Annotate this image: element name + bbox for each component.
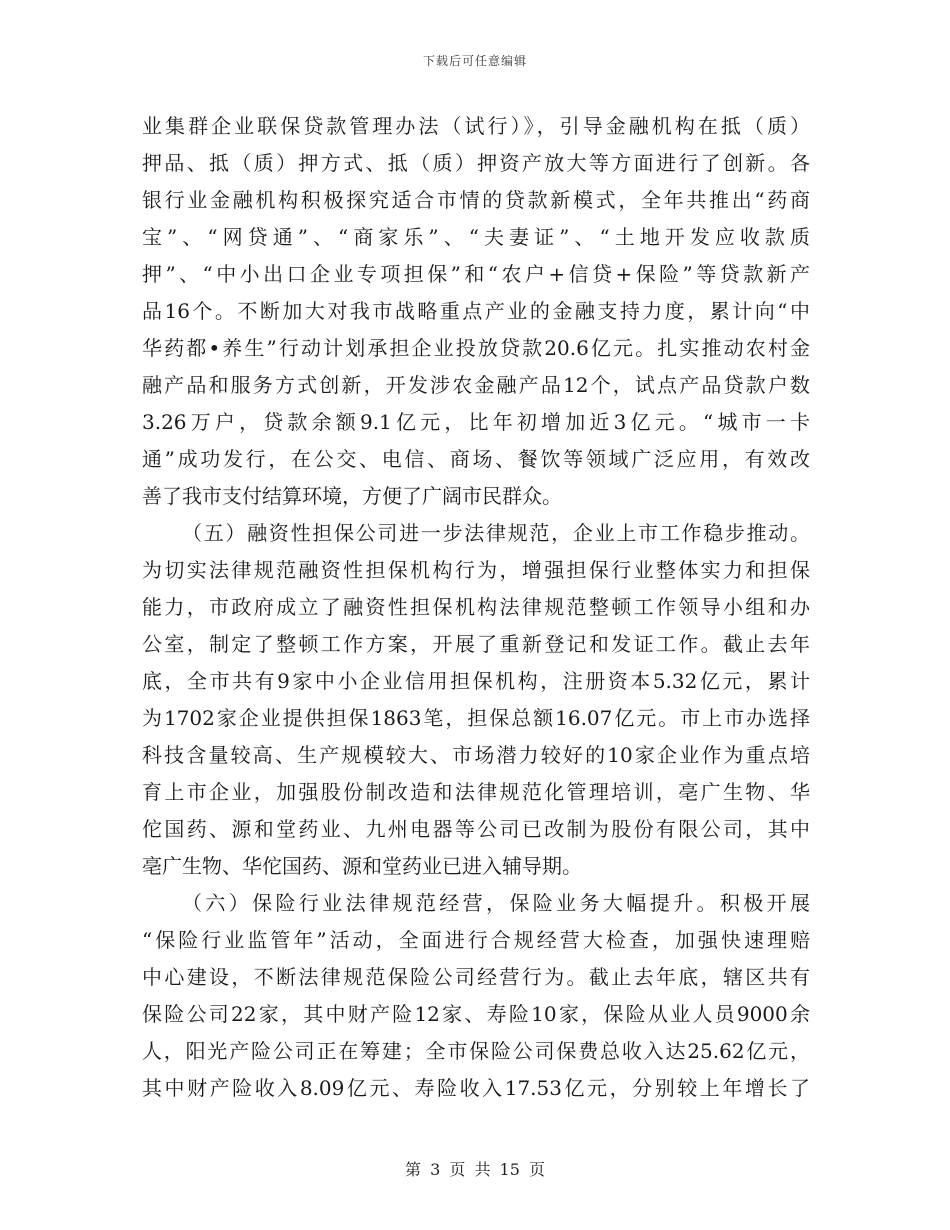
text-line: 善了我市支付结算环境，方便了广阔市民群众。 (142, 484, 562, 508)
text-line: 业集群企业联保贷款管理办法（试行）》，引导金融机构在抵（质） (142, 114, 810, 138)
text-line: “保险行业监管年”活动，全面进行合规经营大检查，加强快速理赔 (142, 928, 810, 952)
page-footer: 第 3 页 共 15 页 (405, 1160, 545, 1179)
text-line: 能力，市政府成立了融资性担保机构法律规范整顿工作领导小组和办 (142, 595, 810, 619)
paragraph-1 (142, 108, 810, 515)
text-line: 押”、“中小出口企业专项担保”和“农户+信贷+保险”等贷款新产 (142, 262, 810, 286)
text-line: 为切实法律规范融资性担保机构行为，增强担保行业整体实力和担保 (142, 558, 810, 582)
text-line: 华药都•养生”行动计划承担企业投放贷款20.6亿元。扎实推动农村金 (142, 336, 810, 360)
text-line: 宝”、“网贷通”、“商家乐”、“夫妻证”、“土地开发应收款质 (142, 225, 810, 249)
text-line: 其中财产险收入8.09亿元、寿险收入17.53亿元，分别较上年增长了 (142, 1076, 810, 1100)
text-line: 银行业金融机构积极探究适合市情的贷款新模式，全年共推出“药商 (142, 188, 810, 212)
text-line: 中心建设，不断法律规范保险公司经营行为。截止去年底，辖区共有 (142, 965, 810, 989)
page-header: 下载后可任意编辑 (422, 54, 527, 68)
text-line: 科技含量较高、生产规模较大、市场潜力较好的10家企业作为重点培 (142, 743, 810, 767)
paragraph-3 (142, 885, 810, 1107)
text-line: 融产品和服务方式创新，开发涉农金融产品12个，试点产品贷款户数 (142, 373, 810, 397)
text-line: （六）保险行业法律规范经营，保险业务大幅提升。积极开展 (182, 891, 810, 915)
text-line: 亳广生物、华佗国药、源和堂药业已进入辅导期。 (142, 854, 582, 878)
document-body (142, 108, 810, 1107)
text-line: 公室，制定了整顿工作方案，开展了重新登记和发证工作。截止去年 (142, 632, 810, 656)
text-line: 3.26万户，贷款余额9.1亿元，比年初增加近3亿元。“城市一卡 (142, 410, 810, 434)
text-line: 为1702家企业提供担保1863笔，担保总额16.07亿元。市上市办选择 (142, 706, 810, 730)
text-line: 底，全市共有9家中小企业信用担保机构，注册资本5.32亿元，累计 (142, 669, 810, 693)
paragraph-2 (142, 515, 810, 885)
text-line: 育上市企业，加强股份制改造和法律规范化管理培训，亳广生物、华 (142, 780, 810, 804)
text-line: 押品、抵（质）押方式、抵（质）押资产放大等方面进行了创新。各 (142, 151, 810, 175)
text-line: 通”成功发行，在公交、电信、商场、餐饮等领域广泛应用，有效改 (142, 447, 810, 471)
text-line: 佗国药、源和堂药业、九州电器等公司已改制为股份有限公司，其中 (142, 817, 810, 841)
text-line: 保险公司22家，其中财产险12家、寿险10家，保险从业人员9000余 (142, 1002, 810, 1026)
text-line: 品16个。不断加大对我市战略重点产业的金融支持力度，累计向“中 (142, 299, 810, 323)
text-line: （五）融资性担保公司进一步法律规范，企业上市工作稳步推动。 (182, 521, 810, 545)
text-line: 人，阳光产险公司正在筹建；全市保险公司保费总收入达25.62亿元， (142, 1039, 810, 1063)
